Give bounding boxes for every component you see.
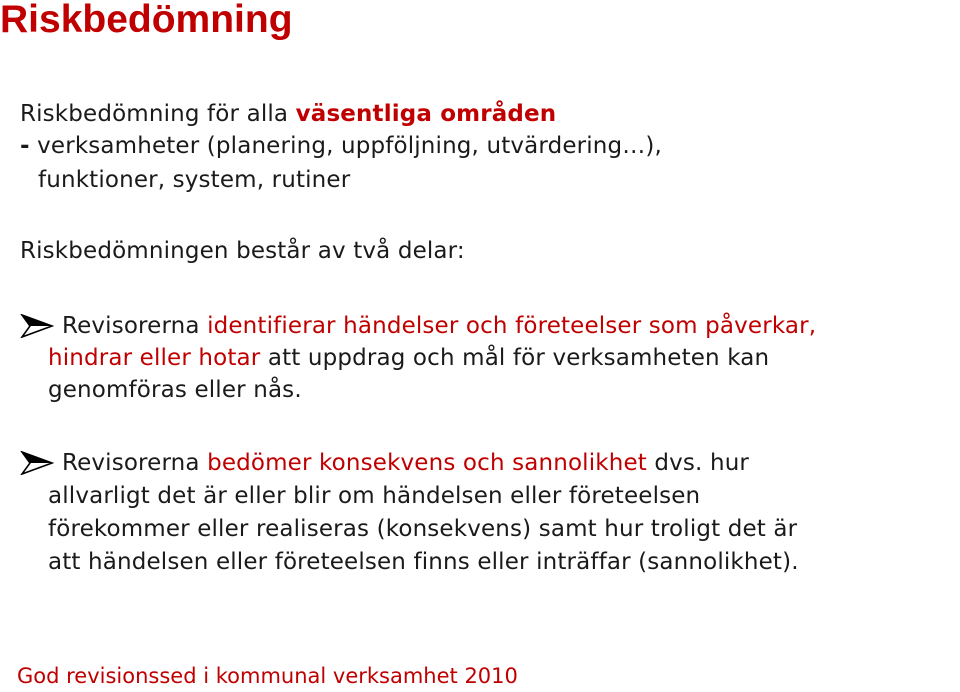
scope-highlight: väsentliga områden [295,101,557,127]
footer-text: God revisionssed i kommunal verksamhet 2010 [17,664,518,688]
bullet-1-text: att uppdrag och mål för verksamheten kan [260,345,770,371]
bullet-2-line [62,448,749,478]
bullet-1-line [62,311,816,341]
bullet-2-line: att händelsen eller företeelsen finns eller inträffar (sannolikhet). [48,549,799,575]
scope-detail-line-continued: funktioner, system, rutiner [38,167,351,193]
scope-dash: - [20,133,30,159]
bullet-1-line: genomföras eller nås. [48,377,302,403]
bullet-1-highlight-continued: hindrar eller hotar [48,345,261,371]
bullet-2-line: allvarligt det är eller blir om händelsen eller företeelsen [48,483,701,509]
bullet-2-text: dvs. hur [646,450,750,476]
bullet-2-highlight: bedömer konsekvens och sannolikhet [207,450,647,476]
arrow-bullet-icon [20,314,54,338]
parts-intro: Riskbedömningen består av två delar: [20,238,465,264]
bullet-2-line: förekommer eller realiseras (konsekvens) samt hur troligt det är [48,516,798,542]
scope-detail-text: verksamheter (planering, uppföljning, utvärdering…), [29,133,662,159]
scope-prefix: Riskbedömning för alla [20,101,296,127]
bullet-1-line [48,343,769,373]
scope-detail-line [20,131,662,161]
scope-line [20,99,556,129]
bullet-2-subject: Revisorerna [62,450,208,476]
bullet-1-subject: Revisorerna [62,313,208,339]
page-title: Riskbedömning [0,0,293,41]
bullet-1-highlight: identifierar händelser och företeelser som påverkar, [207,313,817,339]
arrow-bullet-icon [20,451,54,475]
